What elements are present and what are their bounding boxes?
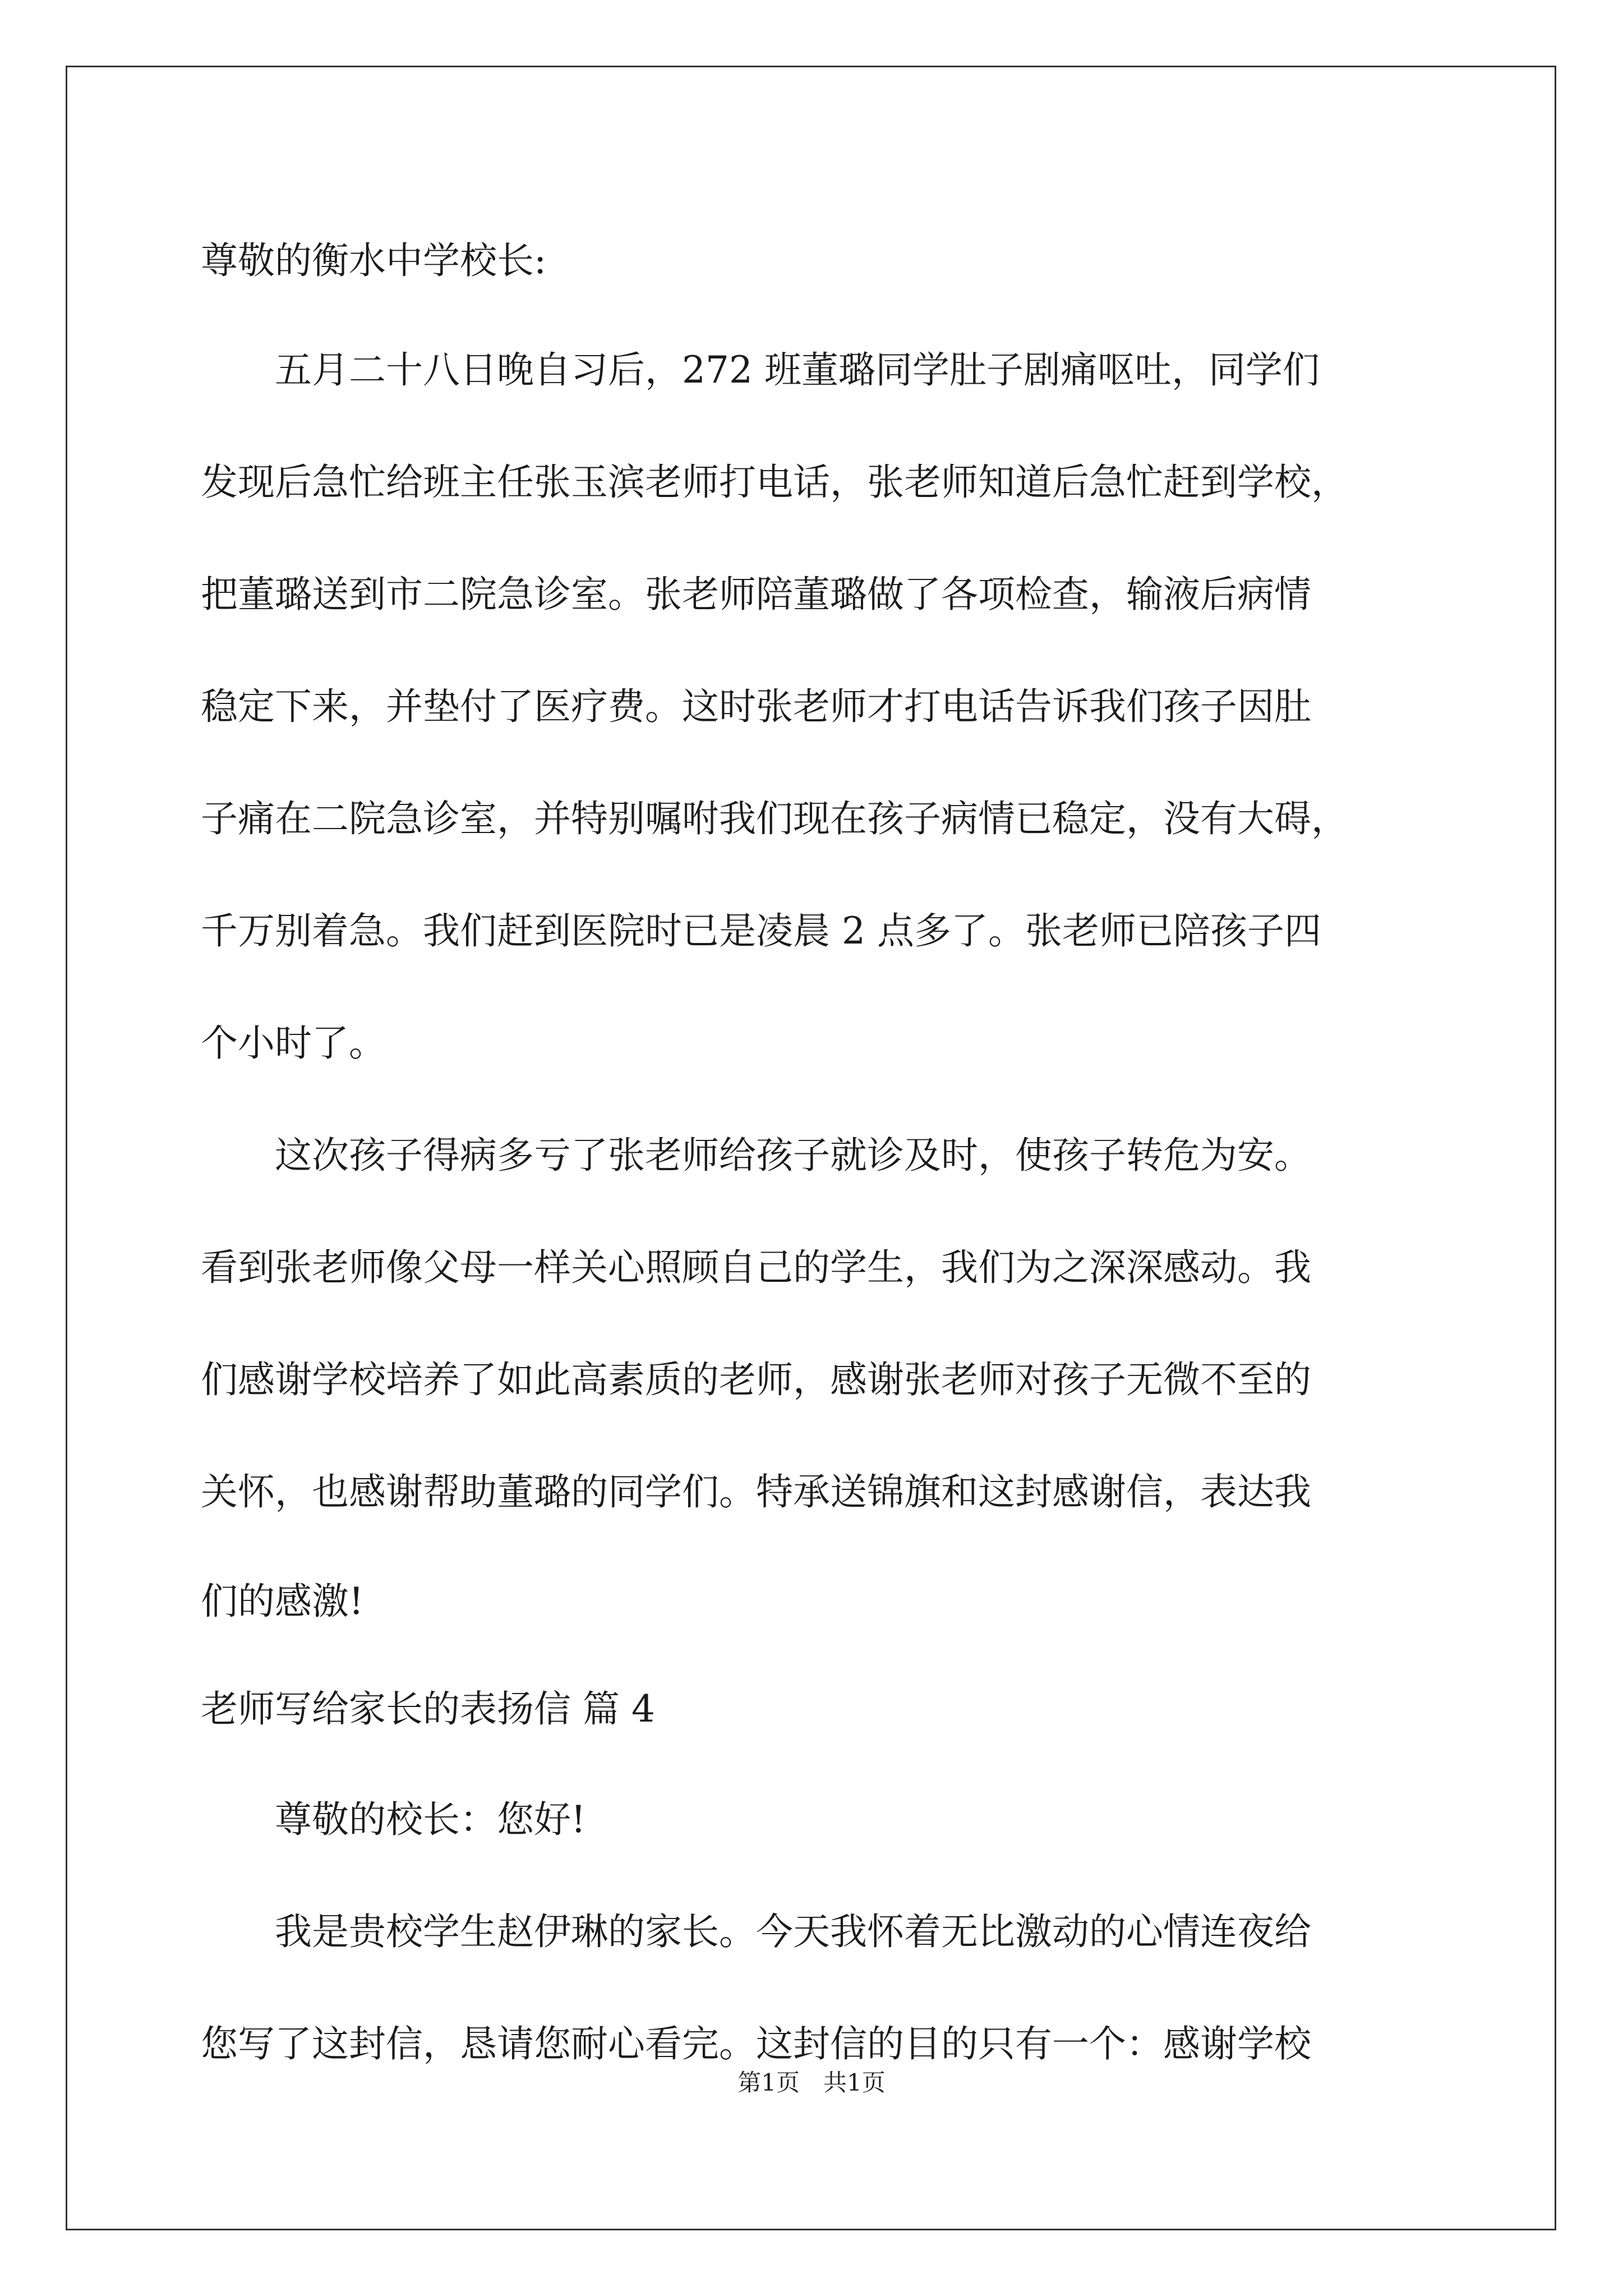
greeting-line: 尊敬的校长：您好! xyxy=(201,1798,586,1841)
page-number: 第1页 共1页 xyxy=(737,2069,886,2096)
paragraph-line: 子痛在二院急诊室，并特别嘱咐我们现在孩子病情已稳定，没有大碍， xyxy=(201,797,1348,840)
paragraph-line: 稳定下来，并垫付了医疗费。这时张老师才打电话告诉我们孩子因肚 xyxy=(201,685,1311,728)
paragraph-line: 看到张老师像父母一样关心照顾自己的学生，我们为之深深感动。我 xyxy=(201,1246,1311,1289)
paragraph-line: 们的感激! xyxy=(201,1580,364,1623)
paragraph-line: 这次孩子得病多亏了张老师给孩子就诊及时，使孩子转危为安。 xyxy=(201,1134,1311,1177)
paragraph-line: 关怀，也感谢帮助董璐的同学们。特承送锦旗和这封感谢信，表达我 xyxy=(201,1470,1311,1513)
paragraph-line: 发现后急忙给班主任张玉滨老师打电话，张老师知道后急忙赶到学校， xyxy=(201,461,1348,504)
paragraph-line: 五月二十八日晚自习后，272 班董璐同学肚子剧痛呕吐，同学们 xyxy=(201,348,1320,392)
salutation: 尊敬的衡水中学校长: xyxy=(201,239,547,282)
paragraph-line: 把董璐送到市二院急诊室。张老师陪董璐做了各项检查，输液后病情 xyxy=(201,573,1311,616)
page-footer xyxy=(0,2064,1623,2098)
document-body xyxy=(201,208,1429,2100)
paragraph-line: 们感谢学校培养了如此高素质的老师，感谢张老师对孩子无微不至的 xyxy=(201,1358,1311,1401)
paragraph-line: 我是贵校学生赵伊琳的家长。今天我怀着无比激动的心情连夜给 xyxy=(201,1910,1311,1953)
paragraph-line: 您写了这封信，恳请您耐心看完。这封信的目的只有一个：感谢学校 xyxy=(201,2022,1311,2065)
paragraph-line: 千万别着急。我们赶到医院时已是凌晨 2 点多了。张老师已陪孩子四 xyxy=(201,909,1321,953)
paragraph-line: 个小时了。 xyxy=(201,1022,386,1065)
section-heading: 老师写给家长的表扬信 篇 4 xyxy=(201,1687,655,1731)
